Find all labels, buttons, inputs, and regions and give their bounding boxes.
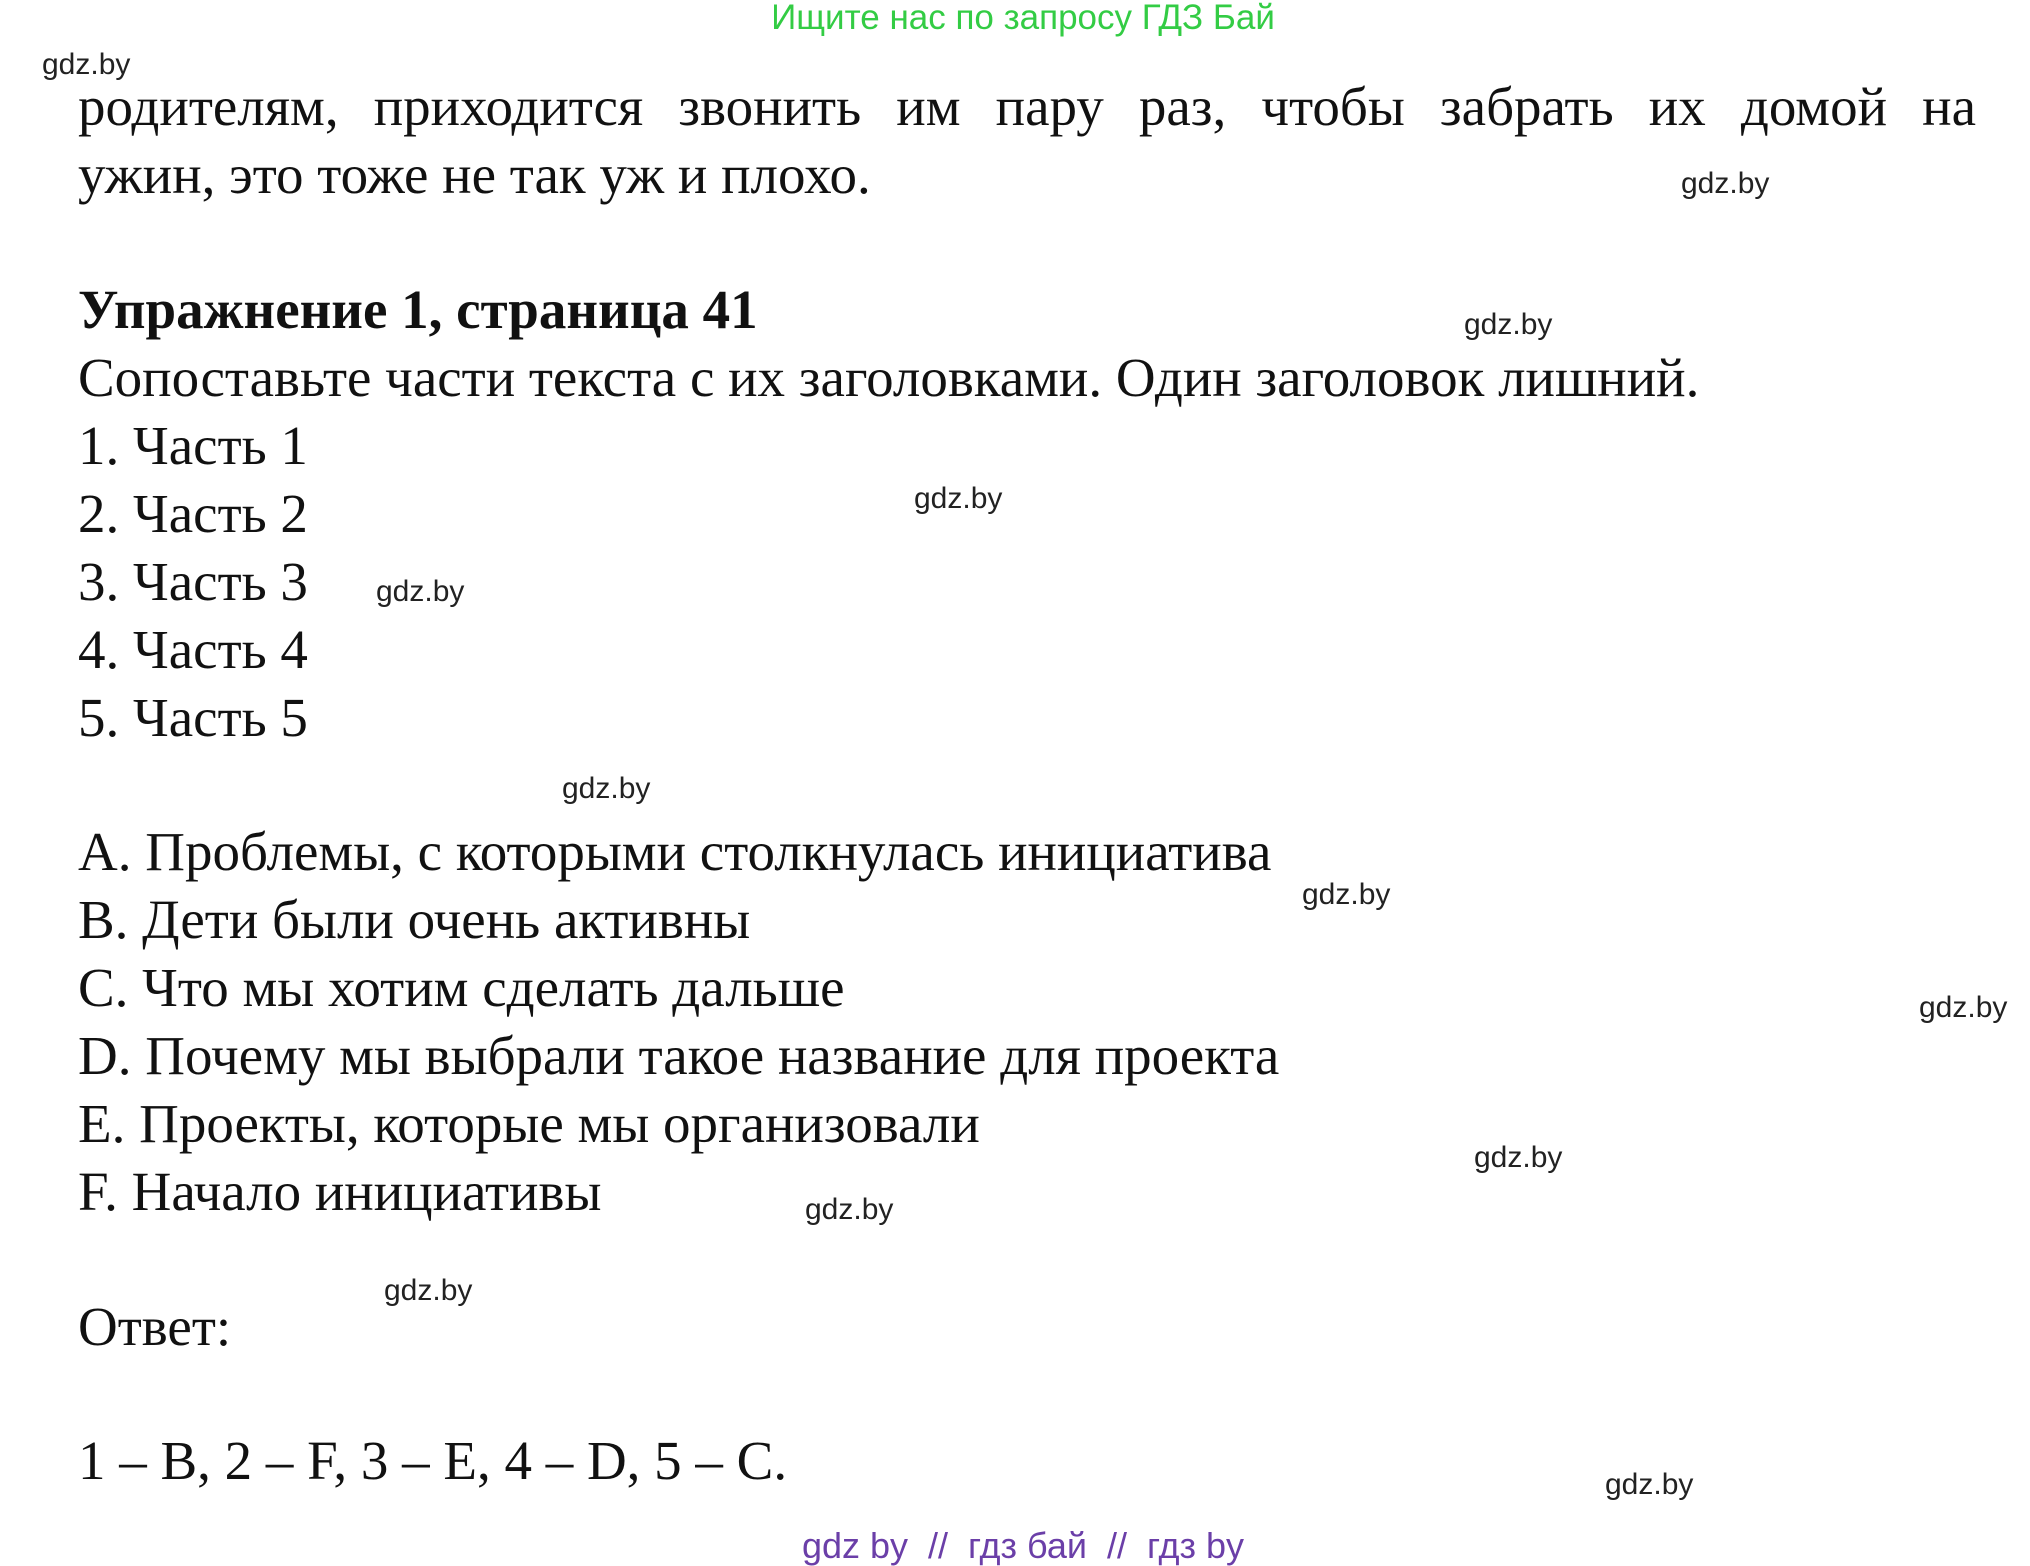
footer-links[interactable]: gdz by // гдз бай // гдз by — [801, 1525, 1245, 1566]
watermark: gdz.by — [42, 48, 131, 81]
paragraph-line: родителям, приходится звонить им пару раз, чтобы забрать их домой на — [78, 76, 1976, 137]
part-item: 5. Часть 5 — [78, 687, 308, 748]
heading-option: F. Начало инициативы — [78, 1161, 602, 1222]
part-item: 4. Часть 4 — [78, 619, 308, 680]
watermark: gdz.by — [1302, 878, 1391, 911]
heading-option: B. Дети были очень активны — [78, 889, 751, 950]
watermark: gdz.by — [376, 575, 465, 608]
watermark: gdz.by — [562, 772, 651, 805]
watermark: gdz.by — [1919, 991, 2008, 1024]
heading-option: A. Проблемы, с которыми столкнулась инициатива — [78, 821, 1272, 882]
task-text: Сопоставьте части текста с их заголовками. Один заголовок лишний. — [78, 347, 1700, 408]
heading-option: D. Почему мы выбрали такое название для проекта — [78, 1025, 1280, 1086]
search-banner[interactable]: Ищите нас по запросу ГДЗ Бай — [771, 0, 1275, 37]
exercise-title: Упражнение 1, страница 41 — [78, 279, 758, 340]
watermark: gdz.by — [1681, 167, 1770, 200]
watermark: gdz.by — [384, 1274, 473, 1307]
answer-text: 1 – B, 2 – F, 3 – E, 4 – D, 5 – C. — [78, 1430, 788, 1491]
answer-label: Ответ: — [78, 1296, 232, 1357]
paragraph-line: ужин, это тоже не так уж и плохо. — [78, 144, 871, 205]
part-item: 3. Часть 3 — [78, 551, 308, 612]
watermark: gdz.by — [914, 482, 1003, 515]
watermark: gdz.by — [1605, 1468, 1694, 1501]
heading-option: E. Проекты, которые мы организовали — [78, 1093, 980, 1154]
part-item: 2. Часть 2 — [78, 483, 308, 544]
watermark: gdz.by — [1464, 308, 1553, 341]
part-item: 1. Часть 1 — [78, 415, 308, 476]
watermark: gdz.by — [1474, 1141, 1563, 1174]
heading-option: C. Что мы хотим сделать дальше — [78, 957, 845, 1018]
watermark: gdz.by — [805, 1193, 894, 1226]
